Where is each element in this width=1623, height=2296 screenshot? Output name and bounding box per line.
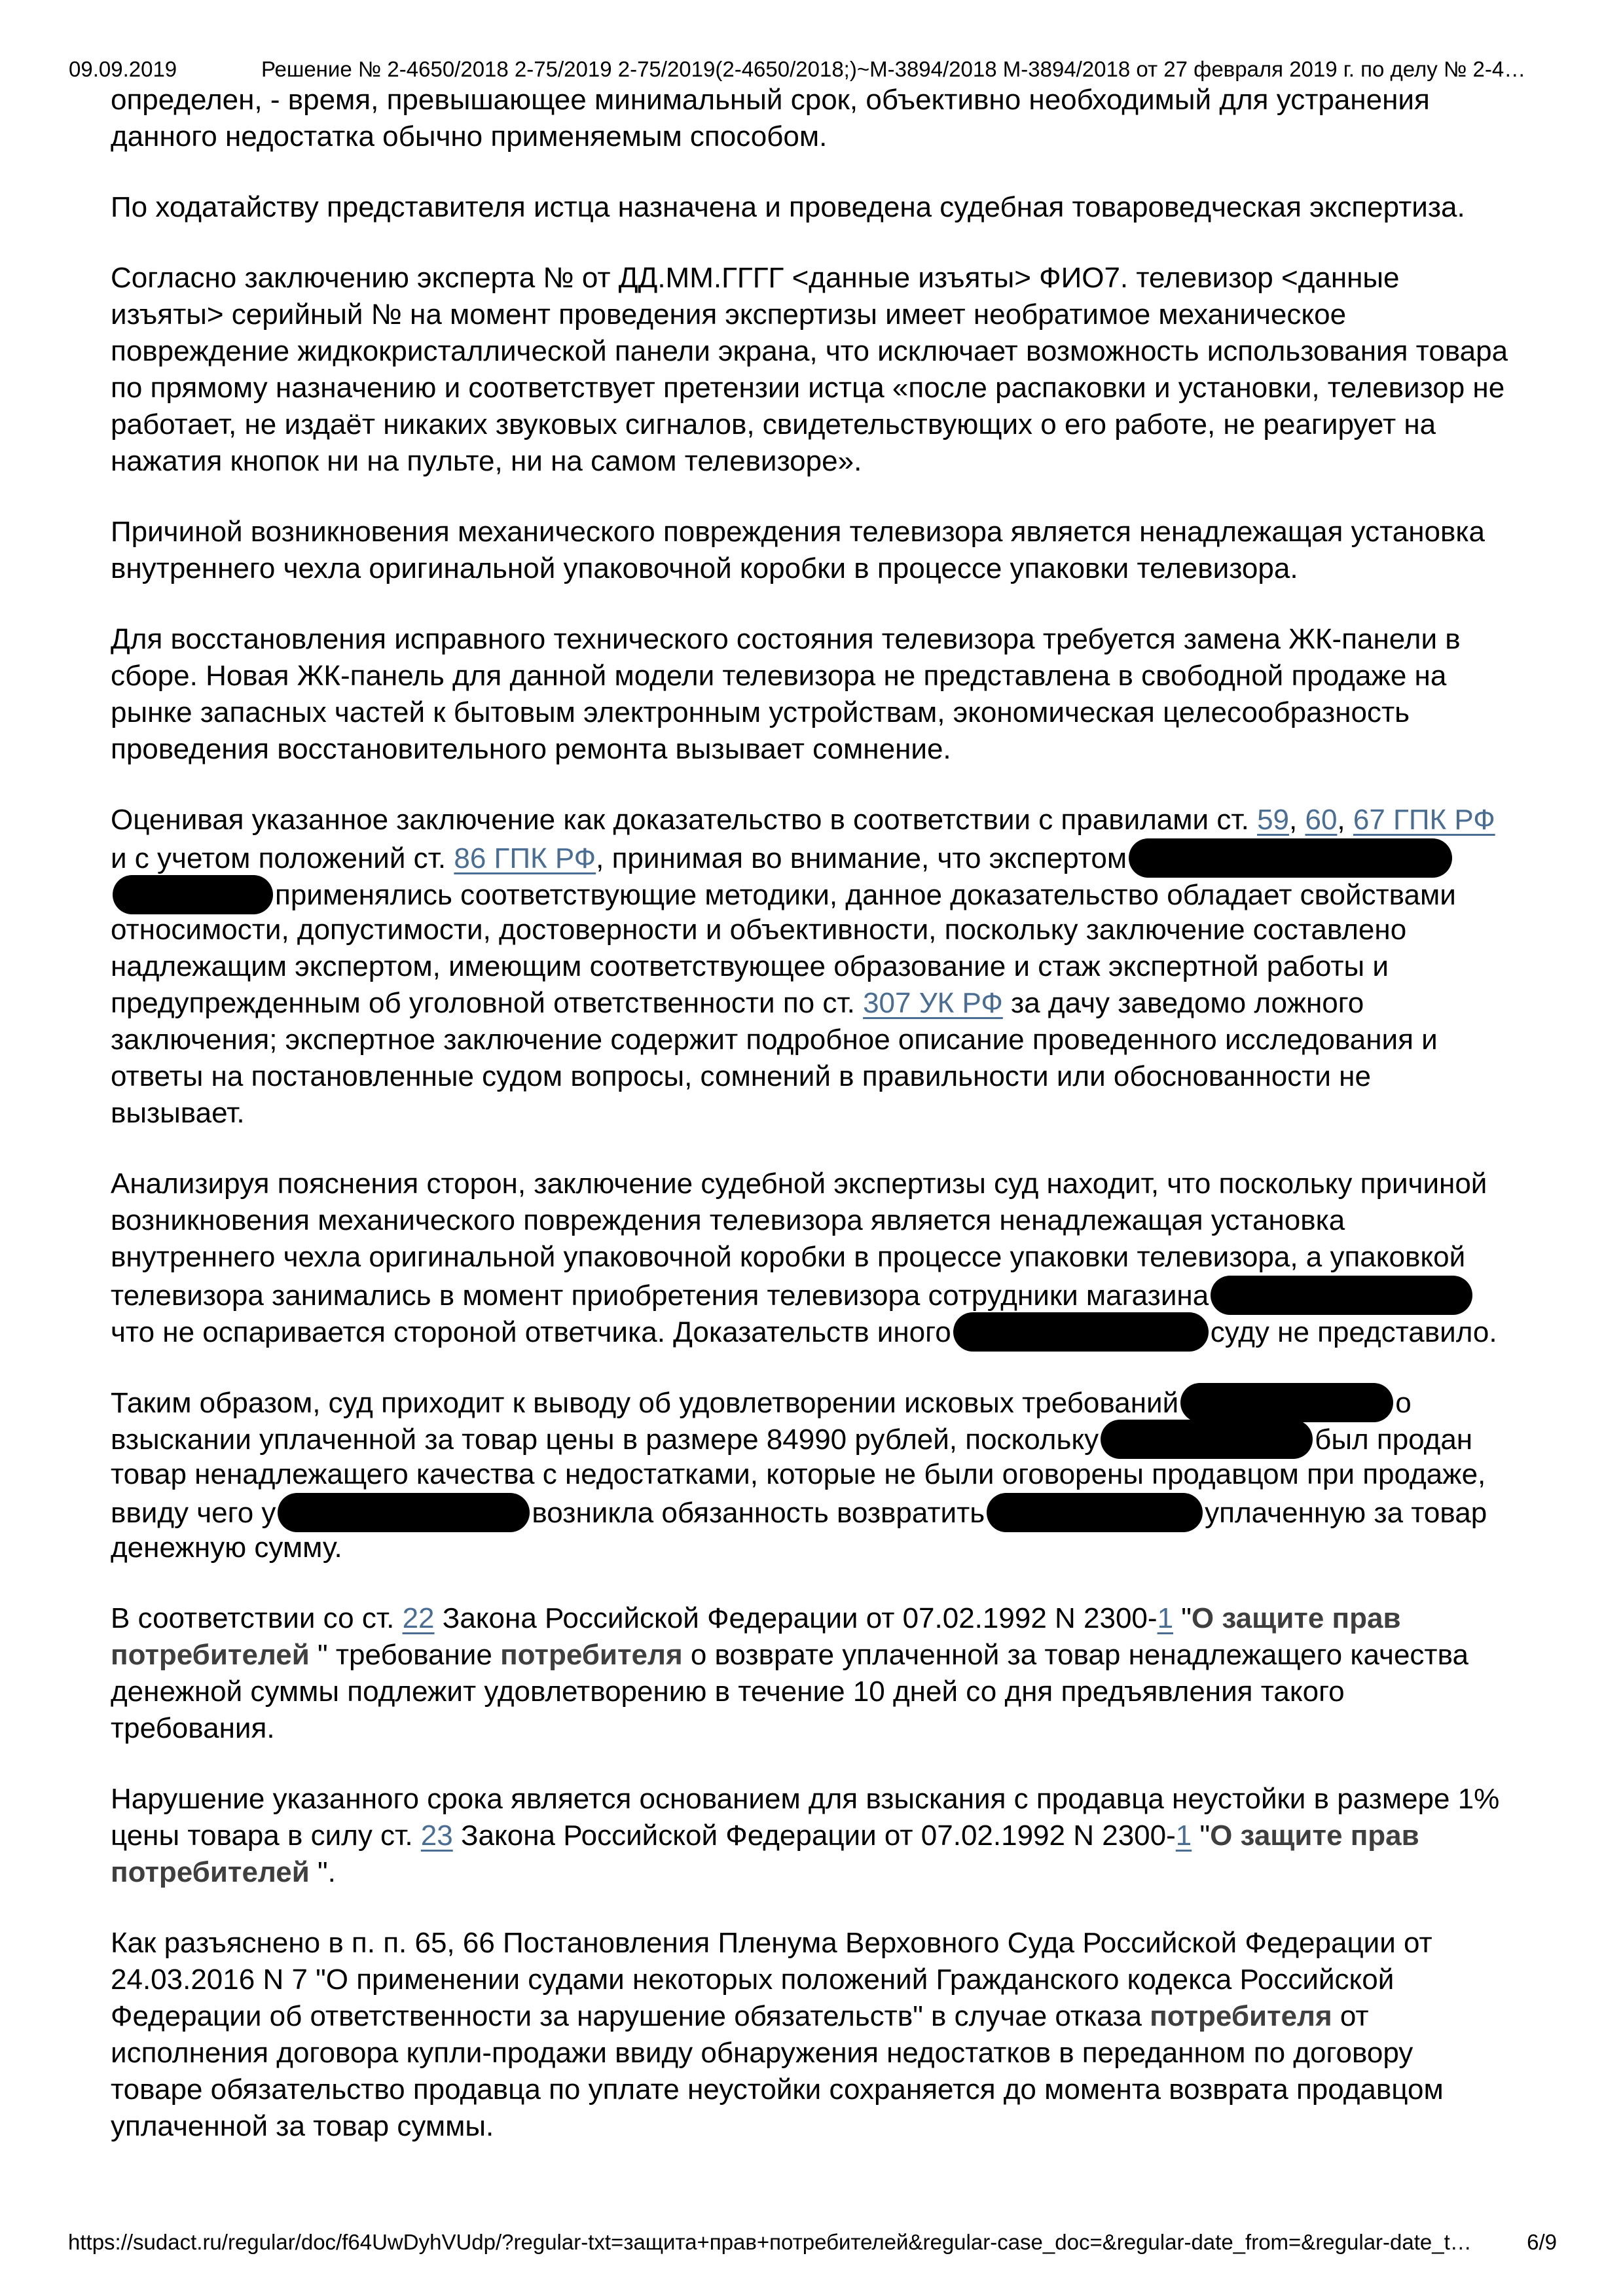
text-segment: товар ненадлежащего качества с недостатками, которые не были оговорены продавцом при продаже,	[111, 1458, 1486, 1490]
statute-link[interactable]: 1	[1157, 1602, 1174, 1634]
statute-link[interactable]: 59	[1257, 804, 1290, 836]
paragraph	[111, 1781, 1512, 1891]
text-segment: относимости, допустимости, достоверности и объективности, поскольку заключение составлено	[111, 914, 1407, 946]
page-number: 6/9	[1527, 2230, 1557, 2254]
text-line	[111, 296, 1512, 333]
text-segment: Как разъяснено в п. п. 65, 66 Постановления Пленума Верховного Суда Российской Федерации от	[111, 1927, 1432, 1959]
text-line	[111, 658, 1512, 694]
redaction-box	[953, 1312, 1209, 1352]
text-line	[111, 1383, 1512, 1420]
text-line	[111, 1493, 1512, 1530]
redaction-box	[1211, 1276, 1472, 1315]
text-segment: "	[1192, 1820, 1211, 1852]
text-line	[111, 731, 1512, 768]
text-segment: Закона Российской Федерации от 07.02.1992 N 2300-	[452, 1820, 1176, 1852]
text-line	[111, 2108, 1512, 2145]
redaction-box	[1101, 1420, 1313, 1459]
text-segment: Закона Российской Федерации от 07.02.1992 N 2300-	[434, 1602, 1158, 1634]
text-segment: ответы на постановленные судом вопросы, сомнений в правильности или обоснованности не	[111, 1060, 1371, 1092]
text-line	[111, 189, 1512, 226]
text-segment: за дачу заведомо ложного	[1002, 987, 1364, 1019]
text-segment: нажатия кнопок ни на пульте, ни на самом телевизоре».	[111, 445, 862, 477]
text-segment: о возврате уплаченной за товар ненадлежащего качества	[682, 1639, 1468, 1671]
text-segment: Согласно заключению эксперта № от ДД.ММ.ГГГГ <данные изъяты> ФИО7. телевизор <данные	[111, 262, 1400, 294]
text-line	[111, 260, 1512, 296]
text-line	[111, 1674, 1512, 1710]
redaction-box	[278, 1493, 530, 1532]
text-line	[111, 2035, 1512, 2072]
paragraph	[111, 514, 1512, 587]
text-line	[111, 694, 1512, 731]
text-line	[111, 948, 1512, 985]
text-segment: Таким образом, суд приходит к выводу об удовлетворении исковых требований	[111, 1387, 1179, 1419]
print-date: 09.09.2019	[69, 57, 177, 81]
text-segment: от	[1332, 2000, 1369, 2032]
statute-link[interactable]: 67 ГПК РФ	[1353, 804, 1495, 836]
paragraph	[111, 1600, 1512, 1747]
paragraph	[111, 189, 1512, 226]
text-segment: По ходатайству представителя истца назначена и проведена судебная товароведческая экспертиза.	[111, 191, 1465, 223]
text-line	[111, 912, 1512, 948]
print-header	[69, 56, 1571, 82]
text-segment: 24.03.2016 N 7 "О применении судами некоторых положений Гражданского кодекса Российской	[111, 1964, 1395, 1996]
paragraph	[111, 1925, 1512, 2145]
footer-url: https://sudact.ru/regular/doc/f64UwDyhVUdp/?regular-txt=защита+прав+потребителей&regular-case_doc=&regular-date_from=&regular-date_t…	[68, 2230, 1472, 2254]
text-segment: сборе. Новая ЖК-панель для данной модели телевизора не представлена в свободной продаже на	[111, 660, 1447, 692]
text-segment: цены товара в силу ст.	[111, 1820, 421, 1852]
text-line	[111, 1818, 1512, 1854]
highlighted-term: потребителей	[111, 1856, 310, 1888]
text-line	[111, 1276, 1512, 1312]
text-line	[111, 1022, 1512, 1058]
text-segment: Для восстановления исправного технического состояния телевизора требуется замена ЖК-панели в	[111, 623, 1461, 655]
text-line	[111, 514, 1512, 550]
text-segment: о	[1395, 1387, 1412, 1419]
paragraph	[111, 1383, 1512, 1566]
text-segment: надлежащим экспертом, имеющим соответствующее образование и стаж экспертной работы и	[111, 950, 1389, 982]
text-segment: возникновения механического повреждения телевизора является ненадлежащая установка	[111, 1204, 1345, 1236]
text-segment: Федерации об ответственности за нарушение обязательств" в случае отказа	[111, 2000, 1150, 2032]
text-line	[111, 875, 1512, 912]
text-segment: возникла обязанность возвратить	[532, 1497, 985, 1529]
text-line	[111, 1530, 1512, 1566]
text-line	[111, 370, 1512, 406]
text-line	[111, 1962, 1512, 1998]
text-segment: денежную сумму.	[111, 1532, 342, 1564]
text-segment: и с учетом положений ст.	[111, 842, 454, 874]
text-segment: ".	[309, 1856, 336, 1888]
text-segment: заключения; экспертное заключение содержит подробное описание проведенного исследования и	[111, 1024, 1438, 1056]
paragraph	[111, 1166, 1512, 1349]
text-segment: внутреннего чехла оригинальной упаковочной коробки в процессе упаковки телевизора, а упаковкой	[111, 1241, 1466, 1273]
document-body	[111, 82, 1512, 2179]
text-segment: Нарушение указанного срока является основанием для взыскания с продавца неустойки в размере 1%	[111, 1783, 1500, 1815]
text-line	[111, 550, 1512, 587]
text-segment: внутреннего чехла оригинальной упаковочной коробки в процессе упаковки телевизора.	[111, 552, 1298, 584]
document-title: Решение № 2-4650/2018 2-75/2019 2-75/2019(2-4650/2018;)~М-3894/2018 М-3894/2018 от 27 февраля 2019 г. по делу № 2-4…	[261, 57, 1526, 81]
statute-link[interactable]: 22	[402, 1602, 435, 1634]
text-segment: исполнения договора купли-продажи ввиду обнаружения недостатков в переданном по договору	[111, 2037, 1413, 2069]
redaction-box	[987, 1493, 1203, 1532]
text-line	[111, 1456, 1512, 1493]
text-segment: работает, не издаёт никаких звуковых сигналов, свидетельствующих о его работе, не реагирует на	[111, 408, 1436, 440]
text-segment: ,	[1289, 804, 1305, 836]
text-segment: предупрежденным об уголовной ответственности по ст.	[111, 987, 864, 1019]
highlighted-term: потребителя	[500, 1639, 683, 1671]
statute-link[interactable]: 86 ГПК РФ	[454, 842, 596, 874]
text-line	[111, 1781, 1512, 1818]
text-segment: Оценивая указанное заключение как доказательство в соответствии с правилами ст.	[111, 804, 1258, 836]
text-segment: ввиду чего у	[111, 1497, 276, 1529]
paragraph	[111, 82, 1512, 155]
text-segment: Анализируя пояснения сторон, заключение судебной экспертизы суд находит, что поскольку причиной	[111, 1168, 1487, 1200]
text-segment: , принимая во внимание, что экспертом	[596, 842, 1127, 874]
text-line	[111, 82, 1512, 118]
statute-link[interactable]: 23	[420, 1820, 453, 1852]
text-segment: по прямому назначению и соответствует претензии истца «после распаковки и установки, телевизор не	[111, 372, 1505, 404]
paragraph	[111, 260, 1512, 480]
text-segment: товаре обязательство продавца по уплате неустойки сохраняется до момента возврата продавцом	[111, 2073, 1444, 2106]
text-line	[111, 1312, 1512, 1349]
highlighted-term: О защите прав	[1191, 1602, 1401, 1634]
text-segment: телевизора занимались в момент приобретения телевизора сотрудники магазина	[111, 1280, 1209, 1312]
redaction-box	[113, 875, 273, 914]
text-line	[111, 1239, 1512, 1276]
text-line	[111, 1420, 1512, 1456]
text-segment: был продан	[1315, 1424, 1473, 1456]
text-line	[111, 621, 1512, 658]
text-line	[111, 333, 1512, 370]
paragraph	[111, 802, 1512, 1132]
text-segment: "	[1173, 1602, 1192, 1634]
text-segment: повреждение жидкокристаллической панели экрана, что исключает возможность использования товара	[111, 335, 1508, 367]
statute-link[interactable]: 307 УК РФ	[863, 987, 1003, 1019]
text-segment: уплаченную за товар	[1205, 1497, 1487, 1529]
text-line	[111, 406, 1512, 443]
text-line	[111, 1637, 1512, 1674]
redaction-box	[1129, 838, 1452, 878]
paragraph	[111, 621, 1512, 768]
text-segment: взыскании уплаченной за товар цены в размере 84990 рублей, поскольку	[111, 1424, 1099, 1456]
text-segment: В соответствии со ст.	[111, 1602, 403, 1634]
text-line	[111, 838, 1512, 875]
statute-link[interactable]: 1	[1175, 1820, 1192, 1852]
text-segment: данного недостатка обычно применяемым способом.	[111, 120, 828, 152]
text-line	[111, 802, 1512, 838]
text-segment: изъяты> серийный № на момент проведения экспертизы имеет необратимое механическое	[111, 298, 1347, 331]
text-line	[111, 1710, 1512, 1747]
highlighted-term: потребителей	[111, 1639, 310, 1671]
text-segment: уплаченной за товар суммы.	[111, 2110, 494, 2142]
text-segment: применялись соответствующие методики, данное доказательство обладает свойствами	[275, 879, 1456, 911]
redaction-box	[1180, 1383, 1393, 1422]
text-line	[111, 443, 1512, 480]
statute-link[interactable]: 60	[1305, 804, 1338, 836]
text-segment: вызывает.	[111, 1097, 245, 1129]
print-footer	[68, 2229, 1557, 2255]
text-segment: рынке запасных частей к бытовым электронным устройствам, экономическая целесообразность	[111, 696, 1410, 728]
text-line	[111, 2072, 1512, 2108]
text-segment: определен, - время, превышающее минимальный срок, объективно необходимый для устранения	[111, 84, 1430, 116]
text-line	[111, 1925, 1512, 1962]
text-segment: ,	[1337, 804, 1353, 836]
text-line	[111, 1166, 1512, 1202]
highlighted-term: О защите прав	[1210, 1820, 1419, 1852]
text-line	[111, 1600, 1512, 1637]
text-line	[111, 1998, 1512, 2035]
text-segment: суду не представило.	[1210, 1316, 1497, 1348]
text-line	[111, 1095, 1512, 1132]
text-segment: что не оспаривается стороной ответчика. Доказательств иного	[111, 1316, 951, 1348]
text-line	[111, 1058, 1512, 1095]
text-segment: " требование	[309, 1639, 501, 1671]
text-line	[111, 118, 1512, 155]
highlighted-term: потребителя	[1150, 2000, 1332, 2032]
text-line	[111, 1202, 1512, 1239]
text-line	[111, 985, 1512, 1022]
text-segment: денежной суммы подлежит удовлетворению в течение 10 дней со дня предъявления такого	[111, 1676, 1345, 1708]
text-segment: Причиной возникновения механического повреждения телевизора является ненадлежащая установка	[111, 516, 1486, 548]
text-segment: проведения восстановительного ремонта вызывает сомнение.	[111, 733, 951, 765]
text-line	[111, 1854, 1512, 1891]
text-segment: требования.	[111, 1712, 275, 1744]
